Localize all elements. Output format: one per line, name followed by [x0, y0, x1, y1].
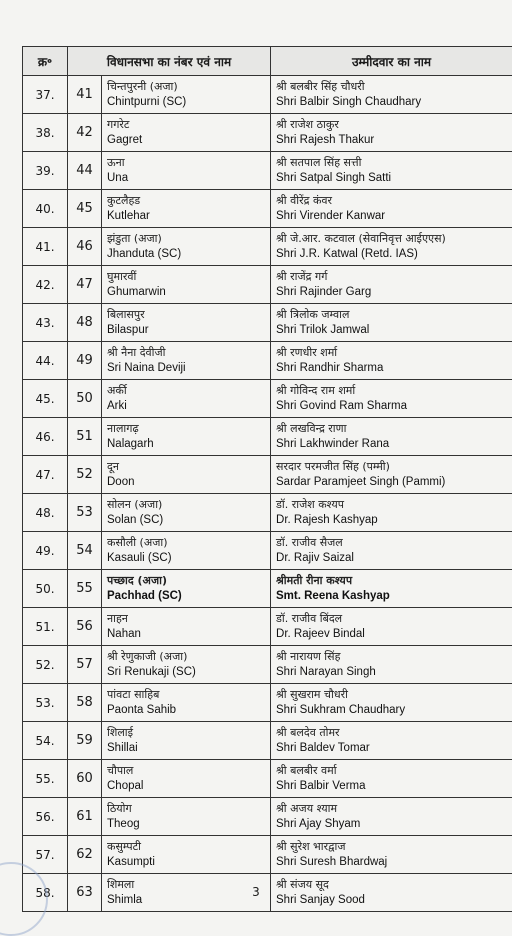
table-row [23, 114, 512, 152]
constituency-name-english: Sri Naina Deviji [107, 360, 265, 376]
serial-number: 44. [23, 342, 68, 380]
constituency-name-hindi: गगरेट [107, 117, 265, 132]
candidate-name-hindi: श्री बलबीर वर्मा [276, 763, 507, 778]
candidate-name-english: Shri Virender Kanwar [276, 208, 507, 224]
constituency-name-english: Pachhad (SC) [107, 588, 265, 604]
constituency-name-hindi: पांवटा साहिब [107, 687, 265, 702]
table-row [23, 798, 512, 836]
constituency-name-hindi: श्री नैना देवीजी [107, 345, 265, 360]
table-row [23, 190, 512, 228]
candidate-name-hindi: श्री जे.आर. कटवाल (सेवानिवृत्त आईएएस) [276, 231, 507, 246]
candidate-name-english: Shri J.R. Katwal (Retd. IAS) [276, 246, 507, 262]
table-header-row [23, 47, 512, 76]
constituency-name-english: Jhanduta (SC) [107, 246, 265, 262]
candidate-name-cell [271, 342, 512, 380]
header-constituency: विधानसभा का नंबर एवं नाम [68, 47, 271, 76]
constituency-number: 42 [68, 114, 102, 152]
candidate-name-hindi: श्री त्रिलोक जम्वाल [276, 307, 507, 322]
candidate-name-english: Shri Suresh Bhardwaj [276, 854, 507, 870]
table-row [23, 684, 512, 722]
constituency-name-english: Doon [107, 474, 265, 490]
constituency-name-english: Nalagarh [107, 436, 265, 452]
candidate-name-english: Shri Randhir Sharma [276, 360, 507, 376]
constituency-name-hindi: चिन्तपुरनी (अजा) [107, 79, 265, 94]
candidate-name-english: Shri Rajesh Thakur [276, 132, 507, 148]
constituency-name-english: Theog [107, 816, 265, 832]
constituency-number: 61 [68, 798, 102, 836]
constituency-name-hindi: चौपाल [107, 763, 265, 778]
constituency-name-cell [102, 570, 271, 608]
constituency-name-hindi: दून [107, 459, 265, 474]
constituency-number: 58 [68, 684, 102, 722]
page-number: 3 [0, 885, 512, 899]
candidate-list-sheet [22, 46, 512, 912]
table-row [23, 760, 512, 798]
constituency-name-cell [102, 114, 271, 152]
constituency-name-cell [102, 76, 271, 114]
candidate-name-cell [271, 570, 512, 608]
constituency-name-cell [102, 342, 271, 380]
candidate-name-english: Shri Narayan Singh [276, 664, 507, 680]
candidate-name-cell [271, 456, 512, 494]
constituency-name-hindi: झंडुता (अजा) [107, 231, 265, 246]
serial-number: 47. [23, 456, 68, 494]
constituency-number: 59 [68, 722, 102, 760]
serial-number: 37. [23, 76, 68, 114]
constituency-name-cell [102, 646, 271, 684]
candidate-name-cell [271, 228, 512, 266]
constituency-number: 54 [68, 532, 102, 570]
candidate-name-cell [271, 380, 512, 418]
constituency-name-english: Nahan [107, 626, 265, 642]
table-row [23, 646, 512, 684]
constituency-name-english: Chintpurni (SC) [107, 94, 265, 110]
candidate-name-english: Shri Balbir Singh Chaudhary [276, 94, 507, 110]
candidate-name-hindi: श्री राजेश ठाकुर [276, 117, 507, 132]
constituency-number: 45 [68, 190, 102, 228]
table-row [23, 304, 512, 342]
constituency-name-hindi: कसुम्पटी [107, 839, 265, 854]
constituency-name-hindi: नालागढ़ [107, 421, 265, 436]
constituency-number: 52 [68, 456, 102, 494]
candidate-name-cell [271, 418, 512, 456]
constituency-name-english: Bilaspur [107, 322, 265, 338]
candidate-name-hindi: श्री सुरेश भारद्वाज [276, 839, 507, 854]
constituency-number: 50 [68, 380, 102, 418]
serial-number: 38. [23, 114, 68, 152]
serial-number: 48. [23, 494, 68, 532]
serial-number: 39. [23, 152, 68, 190]
candidate-name-hindi: श्रीमती रीना कश्यप [276, 573, 507, 588]
serial-number: 45. [23, 380, 68, 418]
constituency-number: 57 [68, 646, 102, 684]
table-row [23, 456, 512, 494]
constituency-name-cell [102, 418, 271, 456]
table-row [23, 228, 512, 266]
candidate-name-english: Shri Satpal Singh Satti [276, 170, 507, 186]
constituency-name-english: Kutlehar [107, 208, 265, 224]
candidate-name-hindi: श्री अजय श्याम [276, 801, 507, 816]
constituency-name-hindi: कुटलैहड [107, 193, 265, 208]
constituency-number: 60 [68, 760, 102, 798]
constituency-name-cell [102, 456, 271, 494]
candidate-name-hindi: श्री सुखराम चौधरी [276, 687, 507, 702]
constituency-name-english: Chopal [107, 778, 265, 794]
table-row [23, 494, 512, 532]
serial-number: 49. [23, 532, 68, 570]
candidate-name-english: Shri Rajinder Garg [276, 284, 507, 300]
candidate-table [22, 46, 512, 912]
constituency-name-cell [102, 494, 271, 532]
candidate-name-hindi: श्री राजेंद्र गर्ग [276, 269, 507, 284]
constituency-name-english: Kasauli (SC) [107, 550, 265, 566]
candidate-name-hindi: श्री सतपाल सिंह सत्ती [276, 155, 507, 170]
candidate-name-hindi: श्री रणधीर शर्मा [276, 345, 507, 360]
constituency-number: 47 [68, 266, 102, 304]
candidate-name-english: Shri Baldev Tomar [276, 740, 507, 756]
constituency-number: 46 [68, 228, 102, 266]
candidate-name-cell [271, 114, 512, 152]
constituency-name-cell [102, 304, 271, 342]
candidate-name-hindi: सरदार परमजीत सिंह (पम्मी) [276, 459, 507, 474]
constituency-number: 55 [68, 570, 102, 608]
serial-number: 55. [23, 760, 68, 798]
candidate-name-english: Dr. Rajeev Bindal [276, 626, 507, 642]
serial-number: 46. [23, 418, 68, 456]
constituency-number: 63 [68, 874, 102, 912]
header-candidate: उम्मीदवार का नाम [271, 47, 512, 76]
constituency-name-english: Arki [107, 398, 265, 414]
table-row [23, 532, 512, 570]
constituency-name-english: Shimla [107, 892, 265, 908]
constituency-name-cell [102, 760, 271, 798]
candidate-name-english: Shri Trilok Jamwal [276, 322, 507, 338]
serial-number: 41. [23, 228, 68, 266]
constituency-name-hindi: श्री रेणुकाजी (अजा) [107, 649, 265, 664]
constituency-number: 53 [68, 494, 102, 532]
candidate-name-hindi: श्री वीरेंद्र कंवर [276, 193, 507, 208]
table-row [23, 836, 512, 874]
candidate-name-english: Smt. Reena Kashyap [276, 588, 507, 604]
candidate-name-english: Dr. Rajiv Saizal [276, 550, 507, 566]
candidate-name-cell [271, 304, 512, 342]
candidate-name-hindi: श्री नारायण सिंह [276, 649, 507, 664]
candidate-name-english: Shri Ajay Shyam [276, 816, 507, 832]
candidate-name-cell [271, 266, 512, 304]
serial-number: 50. [23, 570, 68, 608]
constituency-name-hindi: ऊना [107, 155, 265, 170]
candidate-name-english: Shri Sanjay Sood [276, 892, 507, 908]
serial-number: 57. [23, 836, 68, 874]
candidate-name-english: Sardar Paramjeet Singh (Pammi) [276, 474, 507, 490]
candidate-name-hindi: श्री बलबीर सिंह चौधरी [276, 79, 507, 94]
candidate-name-english: Shri Lakhwinder Rana [276, 436, 507, 452]
constituency-name-hindi: बिलासपुर [107, 307, 265, 322]
candidate-name-hindi: डॉ. राजीव सैजल [276, 535, 507, 550]
constituency-name-hindi: अर्की [107, 383, 265, 398]
constituency-name-english: Kasumpti [107, 854, 265, 870]
constituency-name-english: Paonta Sahib [107, 702, 265, 718]
serial-number: 58. [23, 874, 68, 912]
candidate-name-hindi: श्री लखविन्द्र राणा [276, 421, 507, 436]
constituency-name-hindi: शिमला [107, 877, 265, 892]
serial-number: 56. [23, 798, 68, 836]
table-row [23, 266, 512, 304]
constituency-name-cell [102, 836, 271, 874]
constituency-name-cell [102, 266, 271, 304]
candidate-name-cell [271, 152, 512, 190]
constituency-name-hindi: पच्छाद (अजा) [107, 573, 265, 588]
candidate-name-cell [271, 684, 512, 722]
serial-number: 43. [23, 304, 68, 342]
constituency-name-hindi: कसौली (अजा) [107, 535, 265, 550]
candidate-name-hindi: श्री संजय सूद [276, 877, 507, 892]
candidate-name-hindi: श्री गोविन्द राम शर्मा [276, 383, 507, 398]
candidate-name-cell [271, 532, 512, 570]
table-row [23, 380, 512, 418]
serial-number: 54. [23, 722, 68, 760]
table-row [23, 76, 512, 114]
constituency-name-english: Gagret [107, 132, 265, 148]
constituency-name-hindi: ठियोग [107, 801, 265, 816]
constituency-number: 44 [68, 152, 102, 190]
candidate-name-cell [271, 722, 512, 760]
constituency-name-english: Ghumarwin [107, 284, 265, 300]
constituency-number: 41 [68, 76, 102, 114]
constituency-name-hindi: घुमारवीं [107, 269, 265, 284]
candidate-name-cell [271, 760, 512, 798]
constituency-name-cell [102, 380, 271, 418]
constituency-name-cell [102, 532, 271, 570]
serial-number: 40. [23, 190, 68, 228]
constituency-number: 49 [68, 342, 102, 380]
constituency-name-cell [102, 228, 271, 266]
candidate-name-english: Dr. Rajesh Kashyap [276, 512, 507, 528]
constituency-name-cell [102, 190, 271, 228]
constituency-number: 48 [68, 304, 102, 342]
constituency-name-cell [102, 608, 271, 646]
candidate-name-cell [271, 76, 512, 114]
constituency-number: 62 [68, 836, 102, 874]
table-row [23, 418, 512, 456]
candidate-name-cell [271, 608, 512, 646]
candidate-name-cell [271, 836, 512, 874]
candidate-name-cell [271, 798, 512, 836]
serial-number: 42. [23, 266, 68, 304]
constituency-name-english: Una [107, 170, 265, 186]
candidate-name-hindi: श्री बलदेव तोमर [276, 725, 507, 740]
constituency-name-hindi: नाहन [107, 611, 265, 626]
constituency-name-english: Sri Renukaji (SC) [107, 664, 265, 680]
candidate-name-cell [271, 190, 512, 228]
constituency-name-hindi: शिलाई [107, 725, 265, 740]
candidate-name-english: Shri Balbir Verma [276, 778, 507, 794]
constituency-name-cell [102, 684, 271, 722]
constituency-name-cell [102, 798, 271, 836]
header-sno: क्र॰ [23, 47, 68, 76]
table-row [23, 152, 512, 190]
constituency-name-cell [102, 722, 271, 760]
candidate-name-english: Shri Govind Ram Sharma [276, 398, 507, 414]
serial-number: 52. [23, 646, 68, 684]
table-row [23, 342, 512, 380]
constituency-number: 56 [68, 608, 102, 646]
serial-number: 53. [23, 684, 68, 722]
serial-number: 51. [23, 608, 68, 646]
constituency-name-english: Shillai [107, 740, 265, 756]
table-body [23, 76, 512, 912]
table-row [23, 570, 512, 608]
constituency-name-english: Solan (SC) [107, 512, 265, 528]
table-row [23, 608, 512, 646]
constituency-number: 51 [68, 418, 102, 456]
candidate-name-cell [271, 646, 512, 684]
table-row [23, 722, 512, 760]
constituency-name-hindi: सोलन (अजा) [107, 497, 265, 512]
candidate-name-english: Shri Sukhram Chaudhary [276, 702, 507, 718]
candidate-name-cell [271, 494, 512, 532]
candidate-name-hindi: डॉ. राजेश कश्यप [276, 497, 507, 512]
constituency-name-cell [102, 152, 271, 190]
candidate-name-hindi: डॉ. राजीव बिंदल [276, 611, 507, 626]
